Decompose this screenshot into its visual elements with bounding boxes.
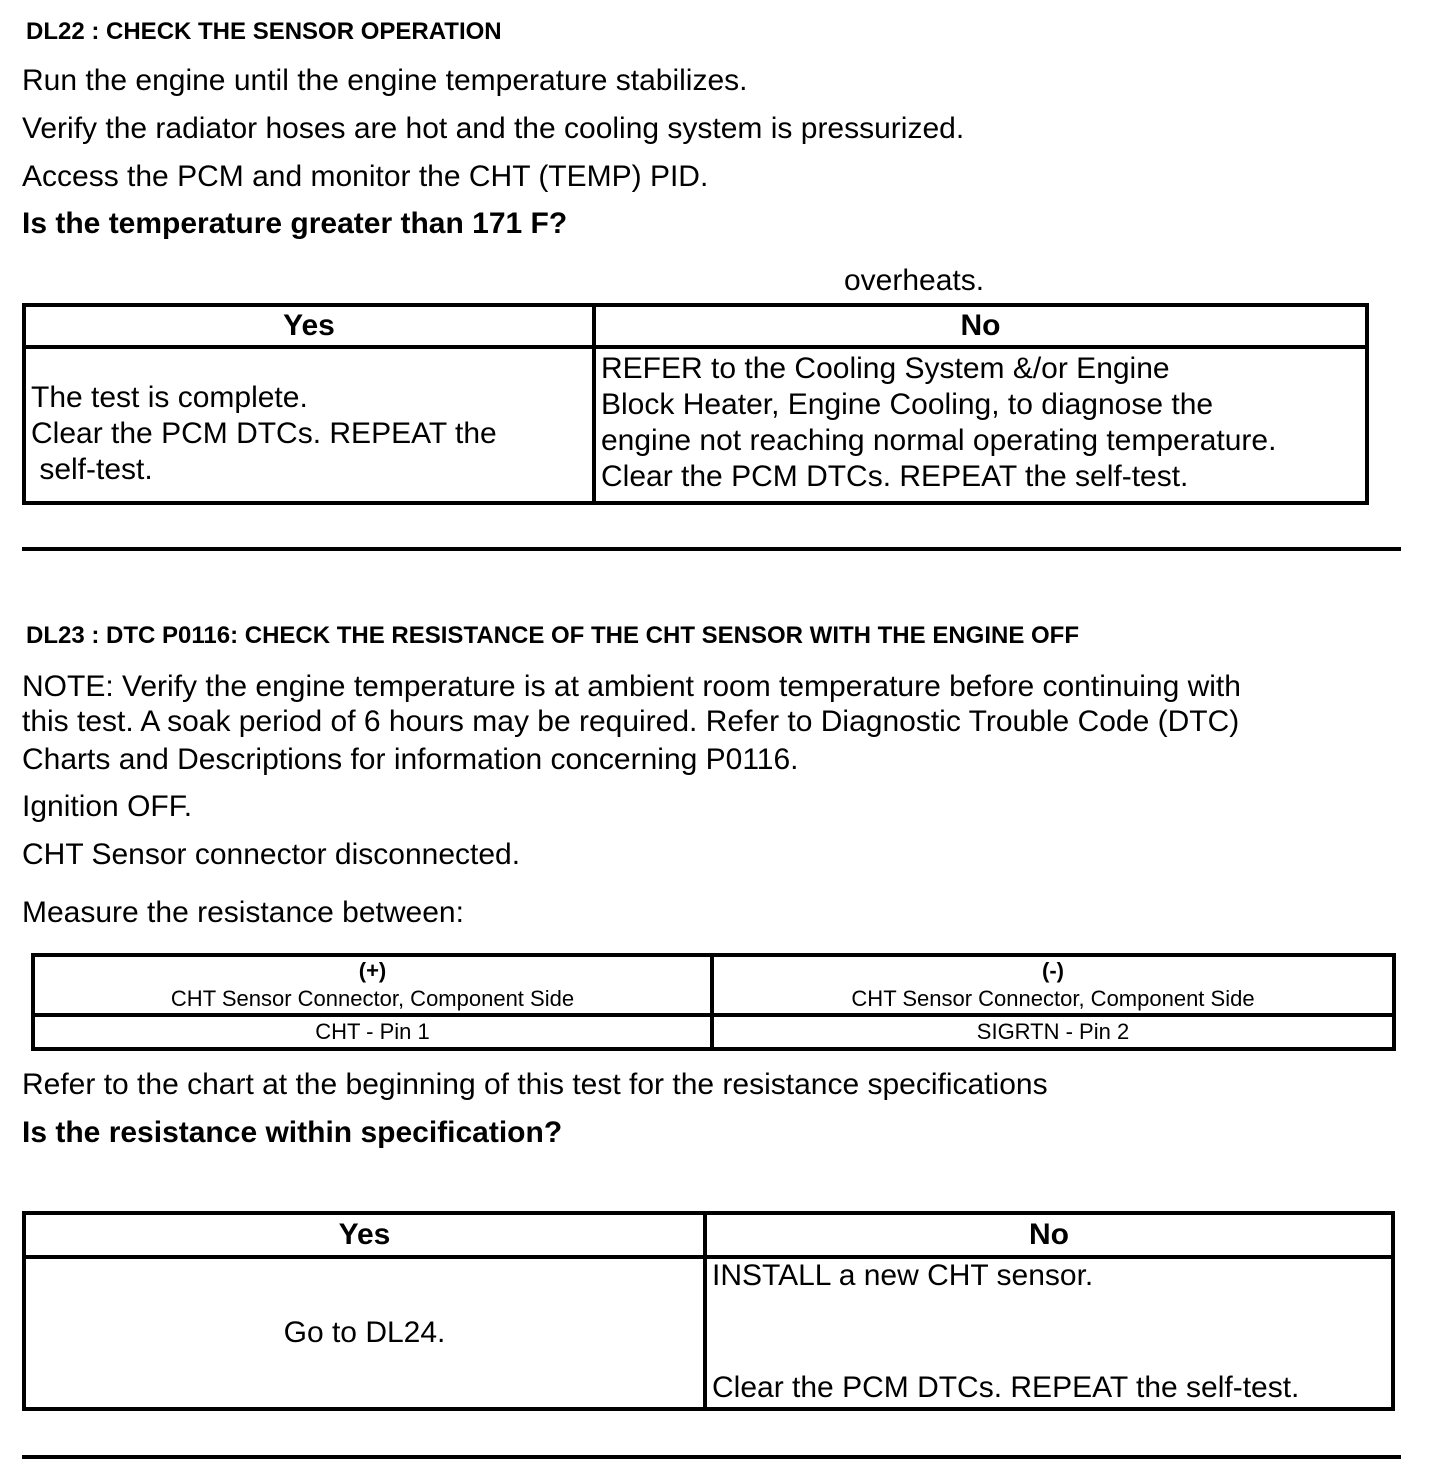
dl23-note-line-1: NOTE: Verify the engine temperature is at ambient room temperature before continuing with bbox=[22, 670, 1241, 703]
dl23-minus-cell bbox=[712, 955, 1394, 1015]
dl22-result-table bbox=[22, 303, 1369, 505]
dl23-no-header: No bbox=[705, 1213, 1393, 1257]
dl22-no-line-2: Block Heater, Engine Cooling, to diagnose the bbox=[601, 388, 1214, 421]
dl23-note-line-3: Charts and Descriptions for information concerning P0116. bbox=[22, 743, 799, 776]
dl22-no-cell bbox=[594, 347, 1367, 503]
dl22-no-header: No bbox=[594, 305, 1367, 347]
dl23-yes-cell bbox=[24, 1257, 705, 1409]
dl23-plus-symbol: (+) bbox=[358, 958, 387, 983]
dl22-no-line-3: engine not reaching normal operating temperature. bbox=[601, 424, 1277, 457]
dl22-no-line-4: Clear the PCM DTCs. REPEAT the self-test. bbox=[601, 460, 1189, 493]
dl23-yes-text: Go to DL24. bbox=[283, 1316, 446, 1349]
dl22-yes-cell bbox=[24, 347, 594, 503]
dl22-step-3: Access the PCM and monitor the CHT (TEMP) PID. bbox=[22, 160, 709, 193]
dl22-question: Is the temperature greater than 171 F? bbox=[22, 207, 568, 240]
dl23-minus-symbol: (-) bbox=[1042, 958, 1064, 983]
dl22-yes-line-2: Clear the PCM DTCs. REPEAT the bbox=[31, 417, 497, 450]
dl22-heading: DL22 : CHECK THE SENSOR OPERATION bbox=[26, 18, 502, 45]
dl23-refer-text: Refer to the chart at the beginning of this test for the resistance specifications bbox=[22, 1068, 1048, 1101]
dl23-result-table bbox=[22, 1211, 1395, 1411]
dl22-step-2: Verify the radiator hoses are hot and the cooling system is pressurized. bbox=[22, 112, 965, 145]
dl23-no-line-1: INSTALL a new CHT sensor. bbox=[712, 1259, 1094, 1292]
dl23-no-line-2: Clear the PCM DTCs. REPEAT the self-test. bbox=[712, 1371, 1300, 1404]
dl23-minus-label: CHT Sensor Connector, Component Side bbox=[851, 986, 1255, 1011]
section-divider-2 bbox=[22, 1455, 1401, 1459]
dl22-yes-line-3: self-test. bbox=[31, 453, 153, 486]
dl23-step-1: Ignition OFF. bbox=[22, 790, 193, 823]
dl23-plus-cell bbox=[33, 955, 712, 1015]
dl23-plus-pin: CHT - Pin 1 bbox=[33, 1015, 712, 1049]
section-divider-1 bbox=[22, 547, 1401, 551]
dl23-plus-label: CHT Sensor Connector, Component Side bbox=[170, 986, 575, 1011]
dl22-step-1: Run the engine until the engine temperature stabilizes. bbox=[22, 64, 748, 97]
dl23-step-3: Measure the resistance between: bbox=[22, 896, 464, 929]
dl23-note-line-2: this test. A soak period of 6 hours may be required. Refer to Diagnostic Trouble Code (DTC) bbox=[22, 705, 1240, 738]
dl23-heading: DL23 : DTC P0116: CHECK THE RESISTANCE OF THE CHT SENSOR WITH THE ENGINE OFF bbox=[26, 622, 1079, 649]
dl23-no-cell bbox=[705, 1257, 1393, 1409]
dl23-question: Is the resistance within specification? bbox=[22, 1116, 563, 1149]
dl22-stray-text: overheats. bbox=[844, 264, 985, 297]
dl23-step-2: CHT Sensor connector disconnected. bbox=[22, 838, 521, 871]
dl22-no-line-1: REFER to the Cooling System &/or Engine bbox=[601, 352, 1170, 385]
dl22-yes-line-1: The test is complete. bbox=[31, 381, 308, 414]
dl23-measure-table bbox=[31, 953, 1396, 1051]
dl23-yes-header: Yes bbox=[24, 1213, 705, 1257]
dl23-minus-pin: SIGRTN - Pin 2 bbox=[712, 1015, 1394, 1049]
dl22-yes-header: Yes bbox=[24, 305, 594, 347]
